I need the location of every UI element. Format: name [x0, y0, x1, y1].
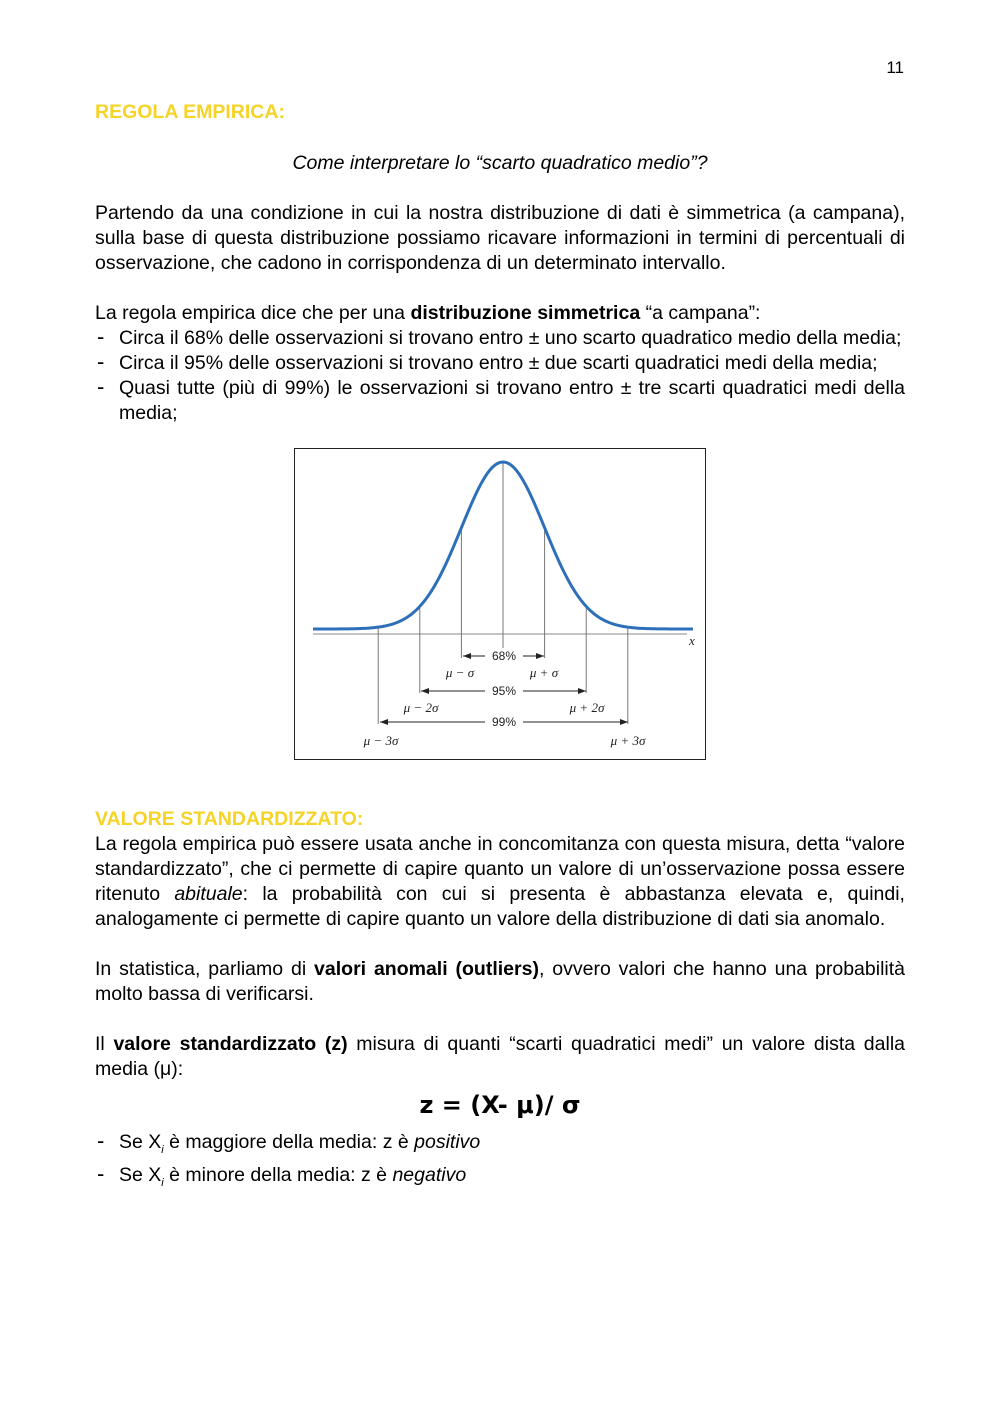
normal-distribution-figure [294, 448, 706, 760]
italic-text: positivo [414, 1131, 481, 1153]
text-run: , ovvero valori che hanno una probabilità molto bassa di verificarsi. [95, 958, 905, 1005]
x-axis-label: x [689, 633, 695, 648]
section-heading-empirical-rule: REGOLA EMPIRICA: [95, 101, 285, 123]
list-item: - Circa il 95% delle osservazioni si trovano entro ± due scarti quadratici medi della media; [95, 351, 905, 376]
text-run: Il [95, 1033, 114, 1055]
label-mu-minus-sigma: μ − σ [445, 665, 475, 680]
section-heading-standardized-value: VALORE STANDARDIZZATO: [95, 808, 364, 830]
z-formula: z = (X- μ)/ σ [419, 1091, 581, 1119]
list-item: - Quasi tutte (più di 99%) le osservazioni si trovano entro ± tre scarti quadratici medi della media; [95, 376, 905, 426]
label-99-percent: 99% [491, 715, 517, 729]
bold-text: valori anomali (outliers) [314, 958, 539, 980]
list-item [95, 1130, 905, 1163]
paragraph-z-definition [95, 1032, 905, 1082]
text-run: “a campana”: [640, 302, 761, 324]
text-run: misura di quanti “scarti quadratici medi” un valore dista dalla media (μ): [95, 1033, 906, 1080]
paragraph-standardized-intro [95, 832, 905, 932]
italic-text: negativo [392, 1163, 467, 1186]
text-run: : la probabilità con cui si presenta è abbastanza elevata e, quindi, analogamente ci permette di capire quanto un valore della distribuzione di dati sia anomalo. [95, 883, 905, 930]
text-run: La regola empirica può essere usata anche in concomitanza con questa misura, detta “valore standardizzato”, che ci permette di capire quanto un valore di un’osservazione possa essere ritenuto [95, 833, 905, 905]
text-run: è minore della media: z è [163, 1163, 393, 1186]
paragraph-rule-intro [95, 301, 905, 326]
bell-curve-diagram [295, 449, 707, 761]
bold-text: valore standardizzato (z) [113, 1033, 348, 1055]
label-mu-plus-3sigma: μ + 3σ [610, 733, 646, 748]
text-run: è maggiore della media: z è [163, 1131, 415, 1153]
label-68-percent: 68% [491, 649, 517, 663]
rule-list [95, 326, 905, 426]
bold-text: distribuzione simmetrica [410, 302, 641, 324]
section-subtitle: Come interpretare lo “scarto quadratico medio”? [292, 152, 708, 174]
text-run: Se X [119, 1131, 162, 1153]
text-run: Se X [119, 1163, 162, 1186]
label-95-percent: 95% [491, 684, 517, 698]
label-mu-plus-2sigma: μ + 2σ [569, 700, 605, 715]
paragraph-intro: Partendo da una condizione in cui la nostra distribuzione di dati è simmetrica (a campana), sulla base di questa distribuzione possiamo ricavare informazioni in termini di percentuali di osservazione, che cadono in corrispondenza di un determinato intervallo. [95, 202, 905, 274]
paragraph-outliers [95, 957, 905, 1007]
list-item: - Circa il 68% delle osservazioni si trovano entro ± uno scarto quadratico medio della media; [95, 326, 905, 351]
page-content [95, 100, 905, 1196]
label-mu-plus-sigma: μ + σ [529, 665, 559, 680]
list-item [95, 1163, 905, 1196]
text-run: In statistica, parliamo di [95, 958, 315, 980]
label-mu-minus-3sigma: μ − 3σ [363, 733, 399, 748]
sign-list [95, 1130, 905, 1196]
label-mu-minus-2sigma: μ − 2σ [403, 700, 439, 715]
subscript: i [161, 1176, 164, 1189]
subscript: i [161, 1143, 164, 1156]
text-run: La regola empirica dice che per una [95, 302, 411, 324]
italic-text: abituale [174, 883, 243, 905]
page-number: 11 [886, 58, 904, 77]
